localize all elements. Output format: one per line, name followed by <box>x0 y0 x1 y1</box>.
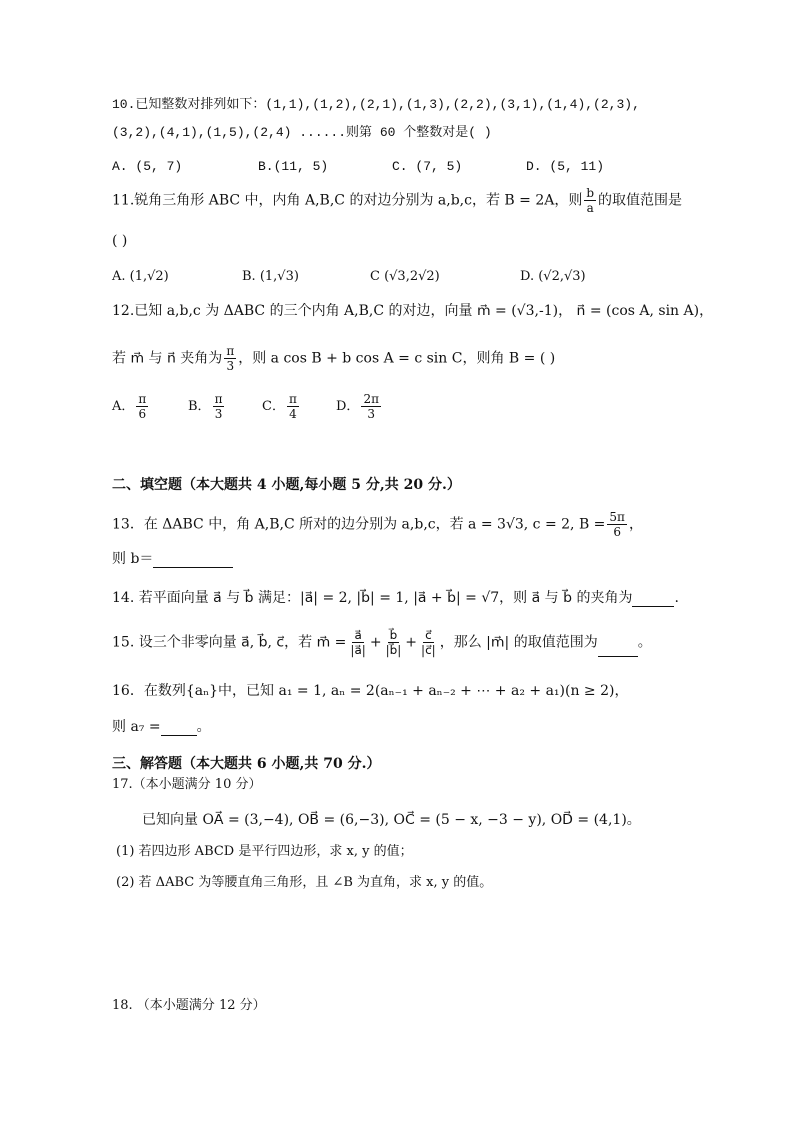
q13-answer-blank[interactable] <box>153 567 233 568</box>
section-fill-in-heading: 二、填空题（本大题共 4 小题,每小题 5 分,共 20 分.） <box>112 477 461 493</box>
q11-option-a: A. (1,√2) <box>112 269 169 284</box>
q12-option-a-num: π <box>138 392 147 406</box>
q12-option-c <box>262 392 301 421</box>
q12-option-d-label: D． <box>336 399 360 414</box>
q15-plus-1: + <box>369 634 382 651</box>
q15-answer-blank[interactable] <box>598 656 638 657</box>
q15-term-b-num: b⃗ <box>389 628 398 642</box>
q12-line1: 12.已知 a,b,c 为 ΔABC 的三个内角 A,B,C 的对边，向量 m⃗ = (√3,-1)， n⃗ = (cos A, sin A)， <box>112 303 714 319</box>
q15-tail: ，那么 |m⃗| 的取值范围为 <box>439 634 598 651</box>
q15-end: 。 <box>637 634 652 651</box>
q11-option-b: B. (1,√3) <box>242 269 299 284</box>
q12-fraction <box>224 344 236 373</box>
q12-frac-den: 3 <box>226 359 235 373</box>
q13-frac-num: 5π <box>609 510 625 524</box>
q12-option-d-den: 3 <box>367 407 376 421</box>
q17-given: 已知向量 OA⃗ = (3,−4), OB⃗ = (6,−3), OC⃗ = (5 − x, −3 − y), OD⃗ = (4,1)。 <box>142 812 641 828</box>
q12-option-b <box>188 392 226 421</box>
q12-frac-num: π <box>226 344 235 358</box>
q13-line1-tail: ， <box>628 516 643 533</box>
q11-line1 <box>112 186 682 215</box>
q12-option-c-frac <box>287 392 299 421</box>
q10-option-b: B.(11, 5) <box>258 159 329 174</box>
q14-line <box>112 589 679 607</box>
q10-option-a: A. (5, 7) <box>112 159 183 174</box>
q12-option-a-label: A． <box>112 399 135 414</box>
q10-line1: 10.已知整数对排列如下：(1,1),(1,2),(2,1),(1,3),(2,2),(3,1),(1,4),(2,3), <box>112 97 640 112</box>
q16-line1: 16．在数列{aₙ}中，已知 a₁ = 1, aₙ = 2(aₙ₋₁ + aₙ₋₂ + ⋯ + a₂ + a₁)(n ≥ 2)， <box>112 683 629 699</box>
q12-option-c-label: C． <box>262 399 285 414</box>
q11-line1-text: 11.锐角三角形 ABC 中，内角 A,B,C 的对边分别为 a,b,c，若 B = 2A，则 <box>112 192 583 209</box>
q16-line2-tail: 。 <box>196 719 211 735</box>
q13-frac-den: 6 <box>613 525 621 539</box>
q15-term-a-den: |a⃗| <box>350 643 366 657</box>
q13-line2 <box>112 550 233 568</box>
q12-option-b-num: π <box>214 392 223 406</box>
q15-term-c <box>419 628 438 657</box>
q13-fraction <box>607 510 627 539</box>
q18-heading: 18. （本小题满分 12 分） <box>112 998 266 1013</box>
q12-line2 <box>112 344 555 373</box>
q15-term-a-num: a⃗ <box>354 628 362 642</box>
q16-line2-head: 则 a₇ = <box>112 719 161 735</box>
q13-line1 <box>112 510 643 539</box>
q12-line2-tail: ，则 a cos B + b cos A = c sin C，则角 B = ( ) <box>238 350 556 367</box>
q12-option-c-num: π <box>288 392 297 406</box>
q12-option-b-frac <box>213 392 225 421</box>
q11-fraction <box>584 186 596 215</box>
q12-option-b-label: B． <box>188 399 211 414</box>
section-solve-heading: 三、解答题（本大题共 6 小题,共 70 分.） <box>112 756 381 772</box>
q15-head: 15. 设三个非零向量 a⃗, b⃗, c⃗，若 m⃗ = <box>112 634 347 651</box>
q13-line1-head: 13．在 ΔABC 中，角 A,B,C 所对的边分别为 a,b,c，若 a = 3√3, c = 2, B = <box>112 516 606 533</box>
q11-line2: ( ) <box>112 233 128 249</box>
q15-term-c-den: |c⃗| <box>421 643 436 657</box>
q12-option-a <box>112 392 150 421</box>
q12-option-a-frac <box>136 392 148 421</box>
q17-part-1: (1) 若四边形 ABCD 是平行四边形，求 x, y 的值； <box>116 844 413 859</box>
q15-term-a <box>348 628 367 657</box>
q14-tail: . <box>674 590 679 606</box>
q10-line2: (3,2),(4,1),(1,5),(2,4) ......则第 60 个整数对是( ) <box>112 125 492 140</box>
q17-heading: 17.（本小题满分 10 分） <box>112 777 262 792</box>
q12-option-c-den: 4 <box>289 407 297 421</box>
q11-frac-num: b <box>586 186 595 200</box>
q10-option-d: D. (5, 11) <box>526 159 605 174</box>
q12-option-d-num: 2π <box>363 392 379 406</box>
q11-frac-den: a <box>586 201 594 215</box>
q12-option-d-frac <box>361 392 381 421</box>
q11-option-c: C (√3,2√2) <box>370 269 440 284</box>
q16-answer-blank[interactable] <box>161 735 197 736</box>
q15-plus-2: + <box>405 634 418 651</box>
q12-line2-head: 若 m⃗ 与 n⃗ 夹角为 <box>112 350 223 367</box>
q15-term-b-den: |b⃗| <box>385 643 402 657</box>
q15-term-c-num: c⃗ <box>425 628 432 642</box>
q10-option-c: C. (7, 5) <box>392 159 463 174</box>
q14-answer-blank[interactable] <box>632 606 674 607</box>
q11-line1-tail: 的取值范围是 <box>598 192 683 209</box>
q11-option-d: D. (√2,√3) <box>520 269 586 284</box>
q16-line2 <box>112 718 211 736</box>
q15-term-b <box>384 628 404 657</box>
q15-line <box>112 628 652 657</box>
q12-option-a-den: 6 <box>138 407 147 421</box>
q12-option-d <box>336 392 383 421</box>
q14-text: 14. 若平面向量 a⃗ 与 b⃗ 满足：|a⃗| = 2, |b⃗| = 1, |a⃗ + b⃗| = √7，则 a⃗ 与 b⃗ 的夹角为 <box>112 590 633 606</box>
q13-line2-text: 则 b＝ <box>112 551 154 567</box>
q17-part-2: (2) 若 ΔABC 为等腰直角三角形，且 ∠B 为直角，求 x, y 的值。 <box>116 875 493 890</box>
q12-option-b-den: 3 <box>214 407 223 421</box>
